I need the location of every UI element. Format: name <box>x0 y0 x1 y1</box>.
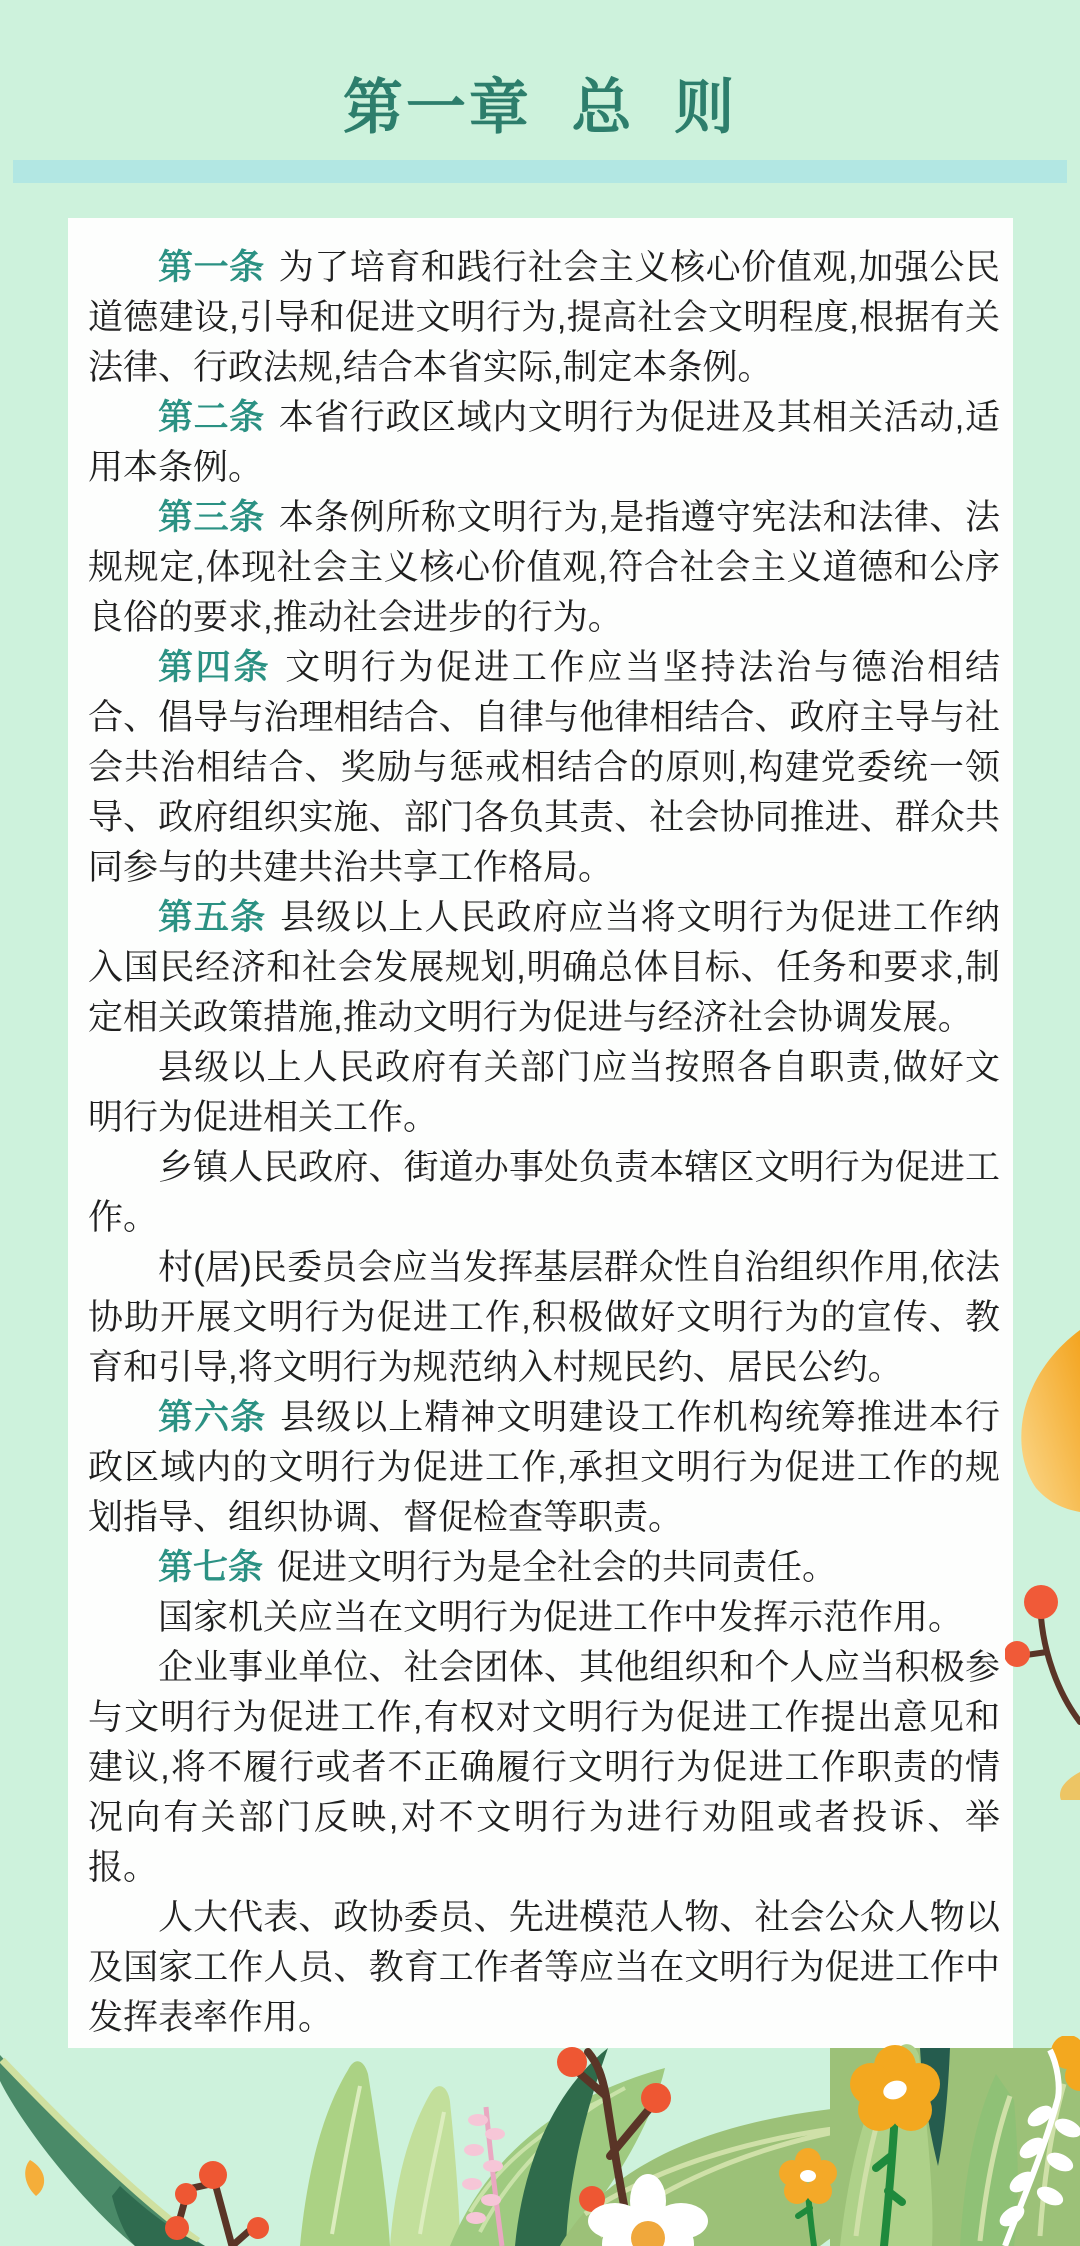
article-paragraph: 国家机关应当在文明行为促进工作中发挥示范作用。 <box>158 1598 964 1637</box>
article-paragraph: 乡镇人民政府、街道办事处负责本辖区文明行为促进工作。 <box>88 1148 1000 1237</box>
article-paragraph: 第二条 本省行政区域内文明行为促进及其相关活动,适用本条例。 <box>88 398 1000 487</box>
article-number-label: 第七条 <box>158 1548 264 1587</box>
article-number-label: 第五条 <box>158 898 267 937</box>
grass-blades <box>300 2061 460 2246</box>
article-number-label: 第六条 <box>158 1398 267 1437</box>
article-body <box>88 243 1000 2043</box>
content-card <box>68 218 1013 2048</box>
article-paragraph: 第五条 县级以上人民政府应当将文明行为促进工作纳入国民经济和社会发展规划,明确总体目标、任务和要求,制定相关政策措施,推动文明行为促进与经济社会协调发展。 <box>88 898 1000 1037</box>
yellow-leaf <box>1021 1330 1080 1512</box>
article-number-label: 第二条 <box>158 398 265 437</box>
article-paragraph: 第三条 本条例所称文明行为,是指遵守宪法和法律、法规规定,体现社会主义核心价值观,符合社会主义道德和公序良俗的要求,推动社会进步的行为。 <box>88 498 1000 637</box>
yellow-leaf-tip <box>1060 1772 1080 1800</box>
berry-branch-right <box>1005 1585 1080 1722</box>
article-number-label: 第三条 <box>158 498 265 537</box>
article-paragraph: 第一条 为了培育和践行社会主义核心价值观,加强公民道德建设,引导和促进文明行为,提高社会文明程度,根据有关法律、行政法规,结合本省实际,制定本条例。 <box>88 248 1000 387</box>
article-paragraph: 第七条 促进文明行为是全社会的共同责任。 <box>158 1548 838 1587</box>
article-paragraph: 第六条 县级以上精神文明建设工作机构统筹推进本行政区域内的文明行为促进工作,承担文明行为促进工作的规划指导、组织协调、督促检查等职责。 <box>88 1398 1000 1537</box>
divider-bar <box>13 160 1067 183</box>
article-number-label: 第四条 <box>158 648 272 687</box>
yellow-petal <box>25 2160 44 2196</box>
article-paragraph: 企业事业单位、社会团体、其他组织和个人应当积极参与文明行为促进工作,有权对文明行为促进工作提出意见和建议,将不履行或者不正确履行文明行为促进工作职责的情况向有关部门反映,对不文明行为进行劝阻或者投诉、举报。 <box>88 1648 1000 1887</box>
article-paragraph: 县级以上人民政府有关部门应当按照各自职责,做好文明行为促进相关工作。 <box>88 1048 1000 1137</box>
article-number-label: 第一条 <box>158 248 265 287</box>
chapter-title: 第一章 总 则 <box>342 74 738 141</box>
berry-branch-left <box>165 2161 269 2246</box>
article-paragraph: 村(居)民委员会应当发挥基层群众性自治组织作用,依法协助开展文明行为促进工作,积极做好文明行为的宣传、教育和引导,将文明行为规范纳入村规民约、居民公约。 <box>88 1248 1000 1387</box>
leaves-flowers-illustration <box>0 2036 1080 2246</box>
article-paragraph: 人大代表、政协委员、先进模范人物、社会公众人物以及国家工作人员、教育工作者等应当在文明行为促进工作中发挥表率作用。 <box>88 1898 1000 2037</box>
right-edge-flora-illustration <box>1005 1320 1080 1800</box>
article-paragraph: 第四条 文明行为促进工作应当坚持法治与德治相结合、倡导与治理相结合、自律与他律相结合、政府主导与社会共治相结合、奖励与惩戒相结合的原则,构建党委统一领导、政府组织实施、部门各负其责、社会协同推进、群众共同参与的共建共治共享工作格局。 <box>88 648 1000 887</box>
